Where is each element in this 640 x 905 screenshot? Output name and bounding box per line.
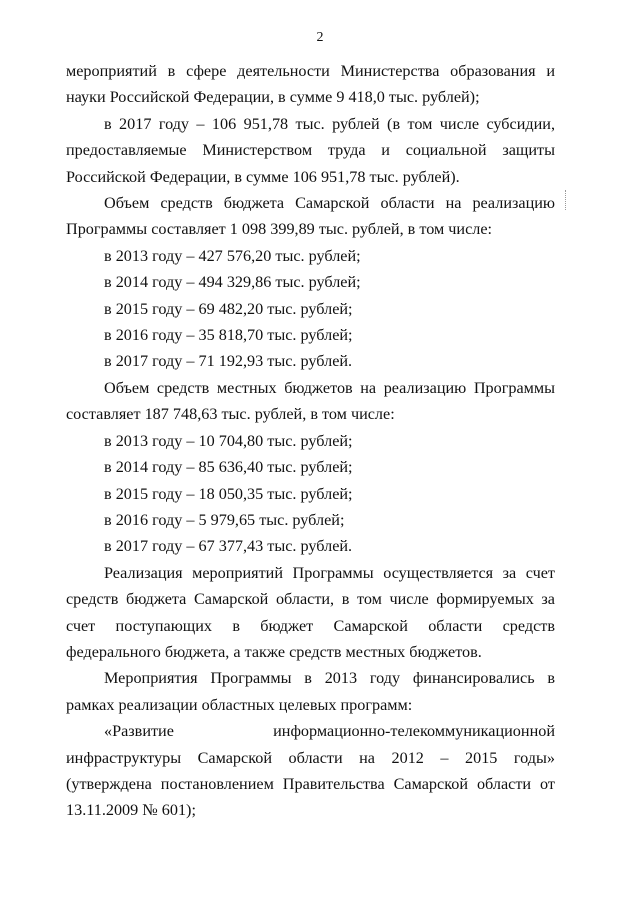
list-item: в 2013 году – 10 704,80 тыс. рублей; [104,431,353,450]
margin-mark [565,190,570,210]
paragraph: Объем средств бюджета Самарской области на реализацию Программы составляет 1 098 399,89 тыс. рублей, в том числе: [66,194,555,239]
list-item: в 2015 году – 69 482,20 тыс. рублей; [104,299,353,318]
document-body [66,58,555,824]
page-number: 2 [316,30,324,45]
list-item: в 2013 году – 427 576,20 тыс. рублей; [104,246,361,265]
list-item: в 2016 году – 5 979,65 тыс. рублей; [104,510,345,529]
paragraph: мероприятий в сфере деятельности Министерства образования и науки Российской Федерации, в сумме 9 418,0 тыс. рублей); [66,62,555,107]
list-item: в 2017 году – 67 377,43 тыс. рублей. [104,537,353,556]
paragraph: Реализация мероприятий Программы осуществляется за счет средств бюджета Самарской области, в том числе формируемых за счет поступающих в бюджет Самарской области средств федерального бюджета, а также средств местных бюджетов. [66,563,555,661]
list-item: в 2014 году – 85 636,40 тыс. рублей; [104,458,353,477]
list-item: в 2016 году – 35 818,70 тыс. рублей; [104,326,353,345]
paragraph: Мероприятия Программы в 2013 году финансировались в рамках реализации областных целевых программ: [66,669,555,714]
list-item: в 2017 году – 71 192,93 тыс. рублей. [104,352,353,371]
list-item: в 2015 году – 18 050,35 тыс. рублей; [104,484,353,503]
paragraph: «Развитие информационно-телекоммуникационной инфраструктуры Самарской области на 2012 – 2015 годы» (утверждена постановлением Правительства Самарской области от 13.11.2009 № 601); [66,722,555,820]
paragraph: в 2017 году – 106 951,78 тыс. рублей (в том числе субсидии, предоставляемые Министерством труда и социальной защиты Российской Федерации, в сумме 106 951,78 тыс. рублей). [66,114,555,186]
paragraph: Объем средств местных бюджетов на реализацию Программы составляет 187 748,63 тыс. рублей, в том числе: [66,378,555,424]
list-item: в 2014 году – 494 329,86 тыс. рублей; [104,273,361,292]
